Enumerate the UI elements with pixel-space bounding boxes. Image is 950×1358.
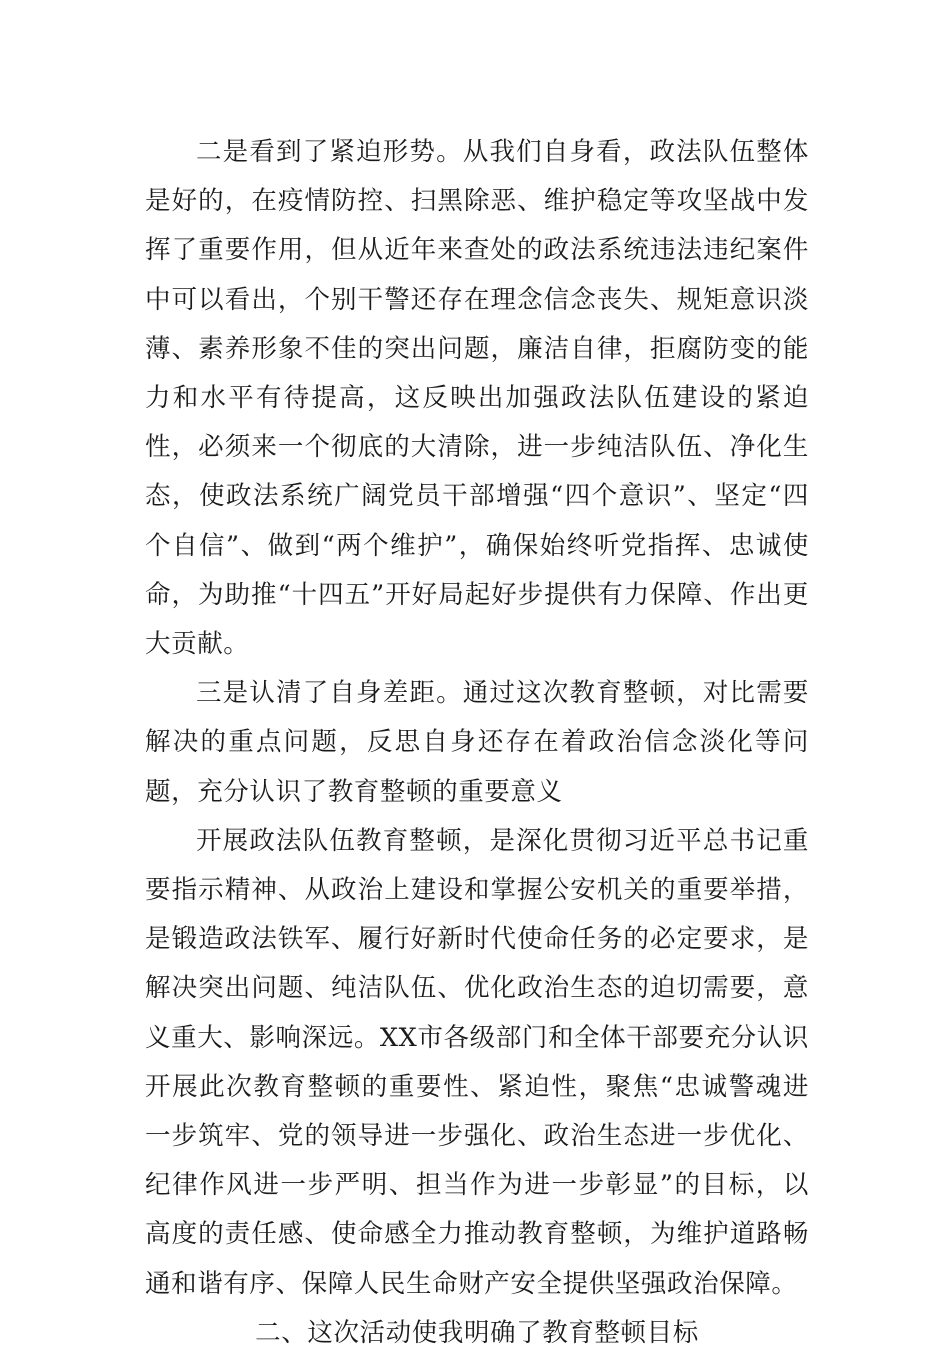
document-body: [145, 128, 809, 1358]
paragraph-self-gap: 三是认清了自身差距。通过这次教育整顿，对比需要解决的重点问题，反思自身还存在着政治信念淡化等问题，充分认识了教育整顿的重要意义: [145, 678, 809, 807]
paragraph-urgent-situation: 二是看到了紧迫形势。从我们自身看，政法队伍整体是好的，在疫情防控、扫黑除恶、维护稳定等攻坚战中发挥了重要作用，但从近年来查处的政法系统违法违纪案件中可以看出，个别干警还存在理念信念丧失、规矩意识淡薄、素养形象不佳的突出问题，廉洁自律，拒腐防变的能力和水平有待提高，这反映出加强政法队伍建设的紧迫性，必须来一个彻底的大清除，进一步纯洁队伍、净化生态，使政法系统广阔党员干部增强“四个意识”、坚定“四个自信”、做到“两个维护”，确保始终听党指挥、忠诚使命，为助推“十四五”开好局起好步提供有力保障、作出更大贡献。: [145, 137, 809, 660]
paragraph-education-rectification: 开展政法队伍教育整顿，是深化贯彻习近平总书记重要指示精神、从政治上建设和掌握公安机关的重要举措，是锻造政法铁军、履行好新时代使命任务的必定要求，是解决突出问题、纯洁队伍、优化政治生态的迫切需要，意义重大、影响深远。XX市各级部门和全体干部要充分认识开展此次教育整顿的重要性、紧迫性，聚焦“忠诚警魂进一步筑牢、党的领导进一步强化、政治生态进一步优化、纪律作风进一步严明、担当作为进一步彰显”的目标，以高度的责任感、使命感全力推动教育整顿，为维护道路畅通和谐有序、保障人民生命财产安全提供坚强政治保障。: [145, 825, 809, 1299]
section-heading: 二、这次活动使我明确了教育整顿目标: [255, 1317, 699, 1348]
